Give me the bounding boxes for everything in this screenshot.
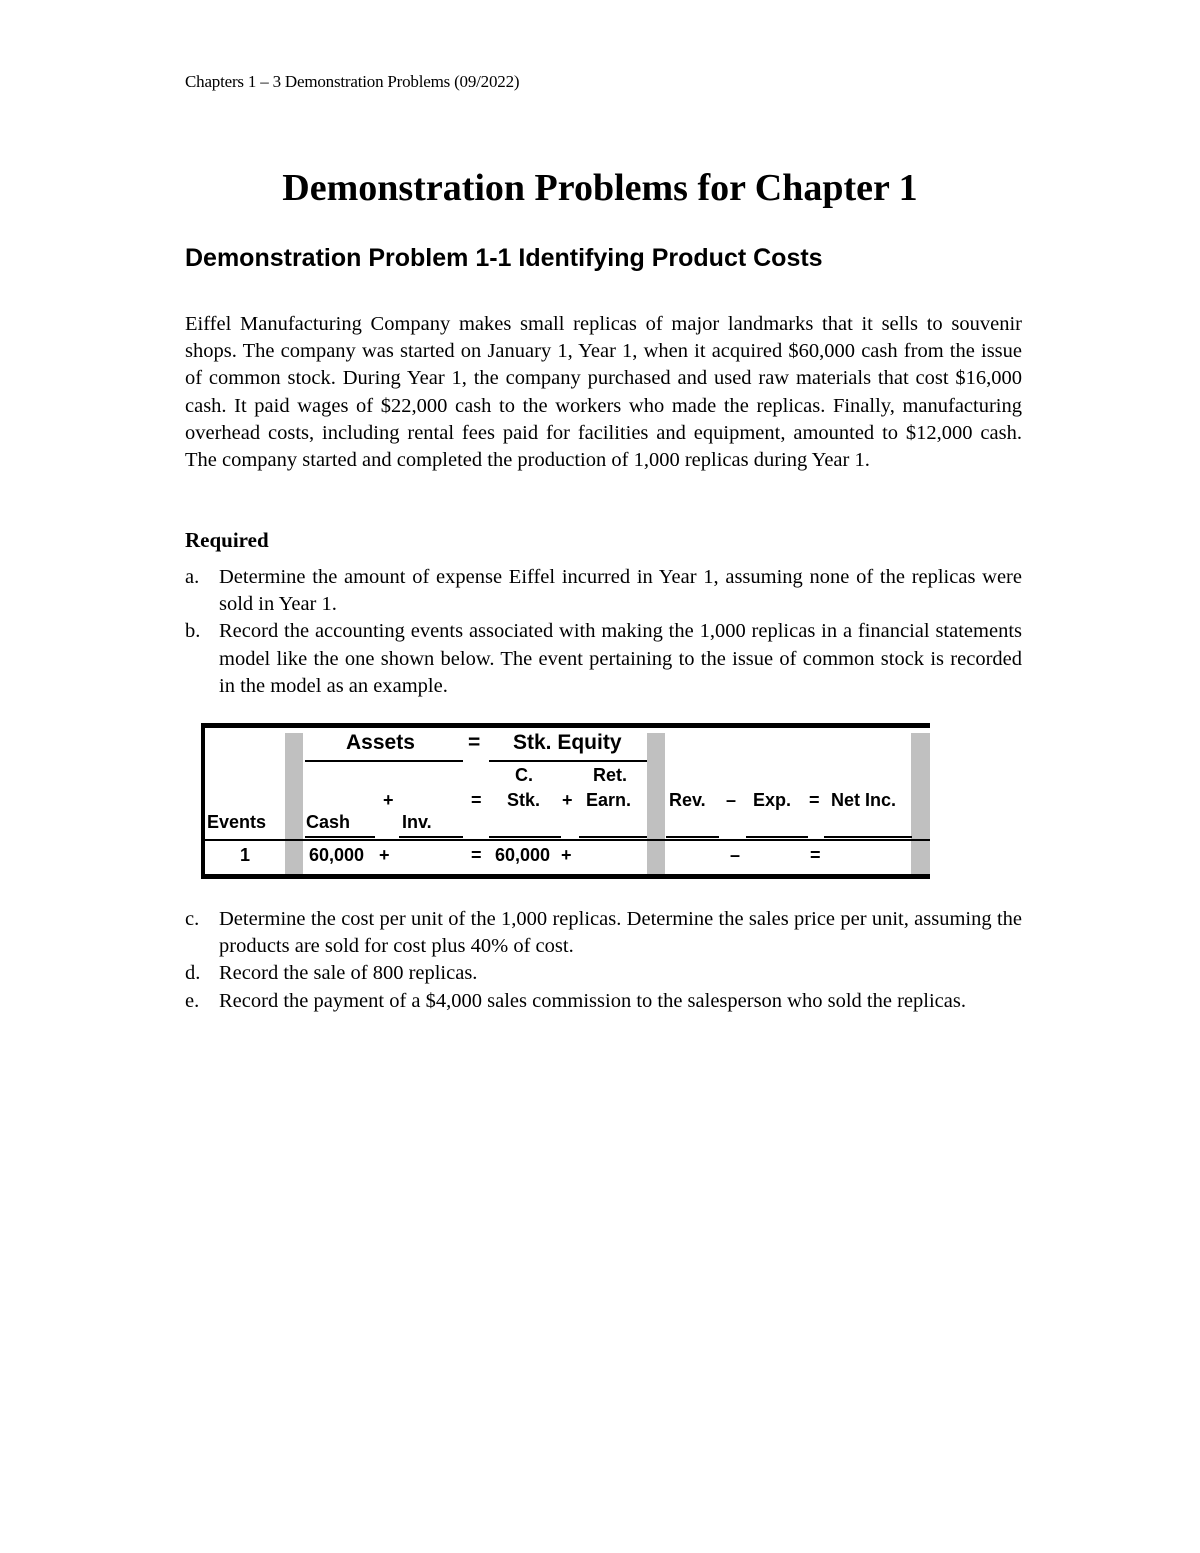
problem-heading: Demonstration Problem 1-1 Identifying Product Costs [185,244,823,272]
requirement-text: Determine the cost per unit of the 1,000 replicas. Determine the sales price per unit, assuming the products are sold for cost plus 40% of cost. [219,908,1022,958]
ret-earn-header-top: Ret. [593,765,628,785]
requirement-marker: d. [185,962,201,985]
c-stk-value: 60,000 [495,845,551,865]
inv-header: Inv. [402,812,432,832]
ret-earn-underline [579,836,647,838]
assets-plus-sign: + [383,790,394,810]
cash-header: Cash [306,812,351,832]
minus-sign: – [730,845,741,865]
requirement-marker: b. [185,620,201,643]
cash-underline [305,836,375,838]
event-number: 1 [240,845,251,865]
row-divider [205,839,930,841]
model-divider-band [285,733,303,874]
page-title: Demonstration Problems for Chapter 1 [282,167,918,209]
cash-value: 60,000 [309,845,365,865]
equals-sign: = [471,845,482,865]
c-stk-header: Stk. [507,790,541,810]
inv-underline [399,836,463,838]
net-inc-underline [824,836,912,838]
requirement-text: Determine the amount of expense Eiffel incurred in Year 1, assuming none of the replicas were sold in Year 1. [219,566,1022,616]
net-inc-header: Net Inc. [831,790,897,810]
exp-header: Exp. [753,790,792,810]
requirement-marker: a. [185,566,200,588]
requirement-item-b [185,618,1022,700]
requirement-item-c [185,906,1022,960]
equity-plus-sign: + [561,845,572,865]
requirement-marker: e. [185,989,200,1012]
financial-statements-model [201,723,930,879]
requirement-marker: c. [185,908,200,930]
requirements-list-ab [185,564,1022,700]
running-header: Chapters 1 – 3 Demonstration Problems (09/2022) [185,72,520,91]
requirement-text: Record the payment of a $4,000 sales commission to the salesperson who sold the replicas. [219,989,966,1012]
model-divider-band [647,733,665,874]
model-divider-band [911,733,930,874]
rev-header: Rev. [669,790,706,810]
problem-paragraph: Eiffel Manufacturing Company makes small replicas of major landmarks that it sells to souvenir shops. The company was started on January 1, Year 1, when it acquired $60,000 cash from the issue of common stock. During Year 1, the company purchased and used raw materials that cost $16,000 cash. It paid wages of $22,000 cash to the workers who made the replicas. Finally, manufacturing overhead costs, including rental fees paid for facilities and equipment, amounted to $12,000 cash. The company started and completed the production of 1,000 replicas during Year 1. [185,313,1022,472]
c-stk-header-top: C. [515,765,533,785]
requirements-list-ce [185,906,1022,1015]
equity-underline [489,760,647,762]
events-header: Events [207,812,267,832]
minus-sign: – [726,790,737,810]
ret-earn-header: Earn. [586,790,632,810]
equals-sign: = [809,790,820,810]
requirement-item-e [185,988,1022,1015]
equity-plus-sign: + [562,790,573,810]
requirement-item-a [185,564,1022,618]
exp-underline [746,836,808,838]
assets-underline [305,760,463,762]
equals-sign: = [810,845,821,865]
rev-underline [666,836,719,838]
c-stk-underline [489,836,561,838]
equals-sign: = [471,790,482,810]
stk-equity-header: Stk. Equity [513,731,622,754]
assets-plus-sign: + [379,845,390,865]
required-heading: Required [185,528,269,552]
assets-header: Assets [346,731,415,754]
equals-sign: = [468,731,481,754]
requirement-text: Record the accounting events associated with making the 1,000 replicas in a financial statements model like the one shown below. The event pertaining to the issue of common stock is recorded in the model as an example. [219,620,1022,697]
requirement-item-d [185,960,1022,987]
requirement-text: Record the sale of 800 replicas. [219,962,478,985]
